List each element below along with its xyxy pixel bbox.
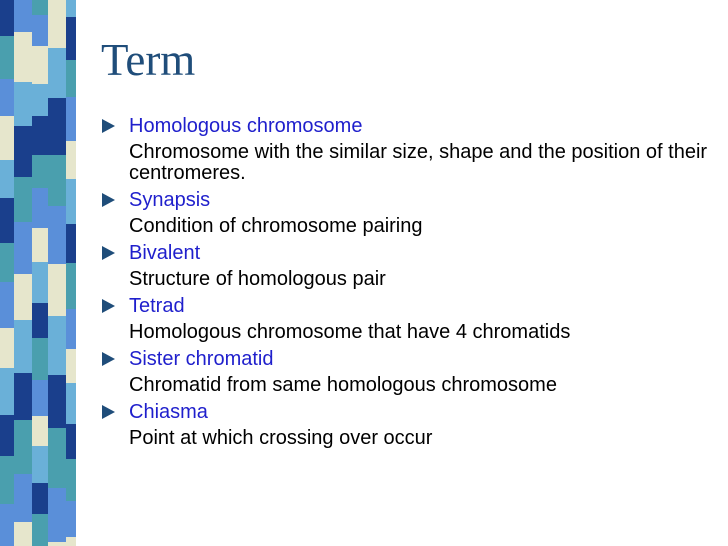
- decorative-stripe-block: [14, 222, 32, 274]
- decorative-stripe-block: [0, 160, 14, 198]
- decorative-stripe-block: [32, 514, 48, 546]
- list-item: [102, 399, 712, 449]
- slide-title: Term: [101, 35, 196, 85]
- decorative-stripe-block: [32, 15, 48, 46]
- decorative-stripe-block: [48, 375, 66, 428]
- decorative-stripe-block: [32, 155, 48, 188]
- decorative-stripe-block: [0, 328, 14, 368]
- term-definition: Structure of homologous pair: [129, 268, 386, 290]
- bullet-triangle-icon: [102, 193, 115, 207]
- decorative-stripe-block: [32, 188, 48, 228]
- decorative-stripe-block: [66, 309, 76, 349]
- bullet-triangle-icon: [102, 352, 115, 366]
- decorative-stripe-block: [32, 262, 48, 303]
- term-label: Sister chromatid: [129, 348, 274, 370]
- decorative-stripe-block: [32, 46, 48, 84]
- decorative-stripe-block: [32, 380, 48, 416]
- term-list: [102, 113, 712, 452]
- term-label: Homologous chromosome: [129, 115, 363, 137]
- decorative-stripe-block: [32, 228, 48, 262]
- decorative-stripe-block: [32, 483, 48, 514]
- decorative-stripe-block: [66, 17, 76, 60]
- decorative-stripe-block: [32, 446, 48, 483]
- list-item: [102, 187, 712, 237]
- decorative-stripe-block: [0, 79, 14, 116]
- decorative-stripe-block: [14, 177, 32, 222]
- decorative-stripe-block: [32, 416, 48, 446]
- term-definition: Condition of chromosome pairing: [129, 215, 423, 237]
- decorative-stripe-block: [66, 459, 76, 501]
- decorative-stripe-block: [48, 428, 66, 488]
- decorative-stripe-block: [14, 474, 32, 522]
- list-item: [102, 293, 712, 343]
- decorative-stripe-block: [66, 501, 76, 537]
- decorative-stripe-block: [14, 82, 32, 126]
- term-label: Tetrad: [129, 295, 185, 317]
- decorative-stripe-block: [66, 97, 76, 141]
- decorative-stripe-block: [48, 0, 66, 48]
- decorative-stripe-block: [14, 274, 32, 320]
- decorative-stripe-block: [48, 488, 66, 542]
- term-label: Chiasma: [129, 401, 208, 423]
- decorative-stripe-block: [32, 338, 48, 380]
- decorative-stripe-block: [48, 264, 66, 316]
- decorative-stripe-block: [0, 504, 14, 546]
- decorative-stripe-block: [66, 263, 76, 309]
- decorative-stripe-block: [14, 126, 32, 177]
- decorative-stripe-block: [32, 303, 48, 338]
- decorative-stripe-block: [0, 198, 14, 243]
- decorative-stripe-block: [66, 349, 76, 383]
- bullet-triangle-icon: [102, 405, 115, 419]
- decorative-stripe-block: [66, 383, 76, 424]
- decorative-stripe-block: [66, 424, 76, 459]
- decorative-stripe-block: [0, 36, 14, 79]
- decorative-stripe-block: [66, 60, 76, 97]
- term-definition: Point at which crossing over occur: [129, 427, 433, 449]
- decorative-stripe-block: [66, 0, 76, 17]
- bullet-triangle-icon: [102, 299, 115, 313]
- decorative-stripe-block: [0, 0, 14, 36]
- bullet-triangle-icon: [102, 246, 115, 260]
- decorative-stripe-block: [32, 0, 48, 15]
- list-item: [102, 113, 712, 184]
- decorative-stripe-block: [66, 141, 76, 179]
- decorative-stripe-block: [32, 84, 48, 116]
- list-item: [102, 240, 712, 290]
- decorative-stripe-block: [0, 415, 14, 456]
- term-label: Synapsis: [129, 189, 211, 211]
- decorative-stripe-block: [0, 243, 14, 282]
- decorative-stripe-block: [66, 537, 76, 546]
- term-label: Bivalent: [129, 242, 201, 264]
- decorative-stripe-block: [48, 206, 66, 264]
- decorative-stripe-block: [48, 542, 66, 546]
- decorative-stripe-block: [66, 224, 76, 263]
- decorative-stripe-block: [14, 320, 32, 373]
- decorative-stripe-block: [14, 420, 32, 474]
- decorative-stripe-block: [14, 0, 32, 32]
- decorative-stripe-block: [14, 32, 32, 82]
- decorative-stripe-block: [0, 456, 14, 504]
- decorative-stripe-band: [0, 0, 78, 546]
- decorative-stripe-block: [0, 282, 14, 328]
- decorative-stripe-block: [48, 155, 66, 206]
- term-definition: Chromosome with the similar size, shape and the position of their centromeres.: [129, 141, 708, 184]
- decorative-stripe-block: [32, 116, 48, 155]
- decorative-stripe-block: [14, 522, 32, 546]
- term-definition: Chromatid from same homologous chromosome: [129, 374, 557, 396]
- decorative-stripe-block: [0, 116, 14, 160]
- decorative-stripe-block: [48, 316, 66, 375]
- decorative-stripe-block: [48, 48, 66, 98]
- decorative-stripe-block: [66, 179, 76, 224]
- decorative-stripe-block: [48, 98, 66, 155]
- list-item: [102, 346, 712, 396]
- decorative-stripe-block: [14, 373, 32, 420]
- term-definition: Homologous chromosome that have 4 chromatids: [129, 321, 571, 343]
- bullet-triangle-icon: [102, 119, 115, 133]
- decorative-stripe-block: [0, 368, 14, 415]
